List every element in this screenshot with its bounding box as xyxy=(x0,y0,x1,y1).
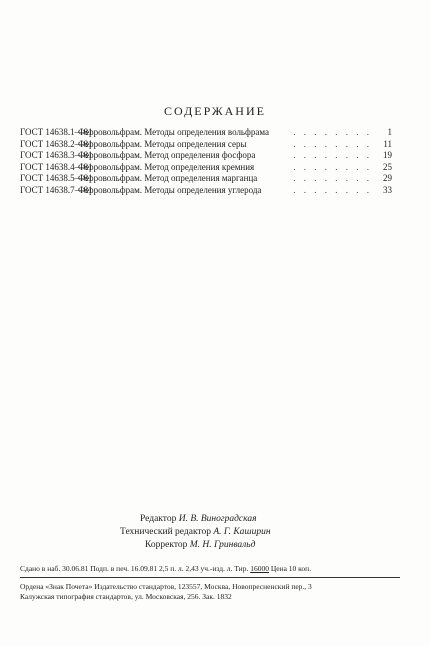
toc-leader-dots: . . . . . . . . xyxy=(293,138,372,149)
toc-entry xyxy=(20,139,392,151)
price: Цена 10 коп. xyxy=(270,564,312,573)
toc-entry-page: 29 xyxy=(383,173,392,184)
imprint-block xyxy=(20,564,400,602)
editor-line xyxy=(0,513,430,526)
printer-line: Калужская типография стандартов, ул. Московская, 256. Зак. 1832 xyxy=(20,592,232,601)
toc-entry-page: 33 xyxy=(383,184,392,195)
publisher-line: Ордена «Знак Почета» Издательство стандартов, 123557, Москва, Новопресненский пер., 3 xyxy=(20,582,312,591)
toc-entry-title: Ферровольфрам. Метод определения марганца xyxy=(78,173,258,184)
circulation: 16000 xyxy=(250,564,269,573)
toc-entry-standard: ГОСТ 14638.7—81 xyxy=(20,184,93,195)
toc-entry-title: Ферровольфрам. Метод определения фосфора xyxy=(78,150,256,161)
corrector-line xyxy=(0,539,430,552)
toc-entry-page: 25 xyxy=(383,161,392,172)
tech-editor-name: А. Г. Каширин xyxy=(213,527,271,537)
toc-entry-standard: ГОСТ 14638.4—81 xyxy=(20,161,93,172)
toc-entry-standard: ГОСТ 14638.3—81 xyxy=(20,150,93,161)
print-details xyxy=(20,564,400,578)
toc-entry-standard: ГОСТ 14638.5—81 xyxy=(20,173,93,184)
toc-leader-dots: . . . . . . . . xyxy=(293,127,372,137)
toc-leader-dots: . . . . . . . . xyxy=(293,150,372,161)
toc-leader-dots: . . . . . . . . xyxy=(293,184,372,195)
toc-entry-title: Ферровольфрам. Методы определения углерода xyxy=(78,184,262,195)
contents-title: СОДЕРЖАНИЕ xyxy=(164,104,266,118)
corrector-name: М. Н. Гринвальд xyxy=(189,540,256,550)
toc-entry-title: Ферровольфрам. Методы определения серы xyxy=(78,138,247,149)
tech-editor-label: Технический редактор xyxy=(120,527,211,537)
toc-entry-page: 1 xyxy=(387,127,392,137)
print-details-text: Сдано в наб. 30.06.81 Подп. в печ. 16.09.81 2,5 п. л. 2,43 уч.-изд. л. Тир. xyxy=(20,564,249,573)
toc-entry xyxy=(20,150,392,162)
toc-entry-title: Ферровольфрам. Методы определения вольфрама xyxy=(78,127,269,137)
toc-entry-standard: ГОСТ 14638.1—81 xyxy=(20,127,93,137)
corrector-label: Корректор xyxy=(145,540,188,550)
tech-editor-line xyxy=(0,526,430,539)
editor-label: Редактор xyxy=(140,514,177,524)
toc-entry xyxy=(20,162,392,174)
toc-leader-dots: . . . . . . . . xyxy=(293,173,372,184)
toc-entry xyxy=(20,127,392,139)
toc-entry-page: 19 xyxy=(383,150,392,161)
toc-entry-page: 11 xyxy=(383,138,392,149)
toc-entry xyxy=(20,185,392,197)
toc-leader-dots: . . . . . . . . xyxy=(293,161,372,172)
editor-name: И. В. Виноградская xyxy=(178,514,257,524)
credits-block xyxy=(0,513,430,552)
toc-entry-title: Ферровольфрам. Метод определения кремния xyxy=(78,161,255,172)
toc-entry-standard: ГОСТ 14638.2—81 xyxy=(20,138,93,149)
table-of-contents xyxy=(20,127,392,197)
toc-entry xyxy=(20,173,392,185)
